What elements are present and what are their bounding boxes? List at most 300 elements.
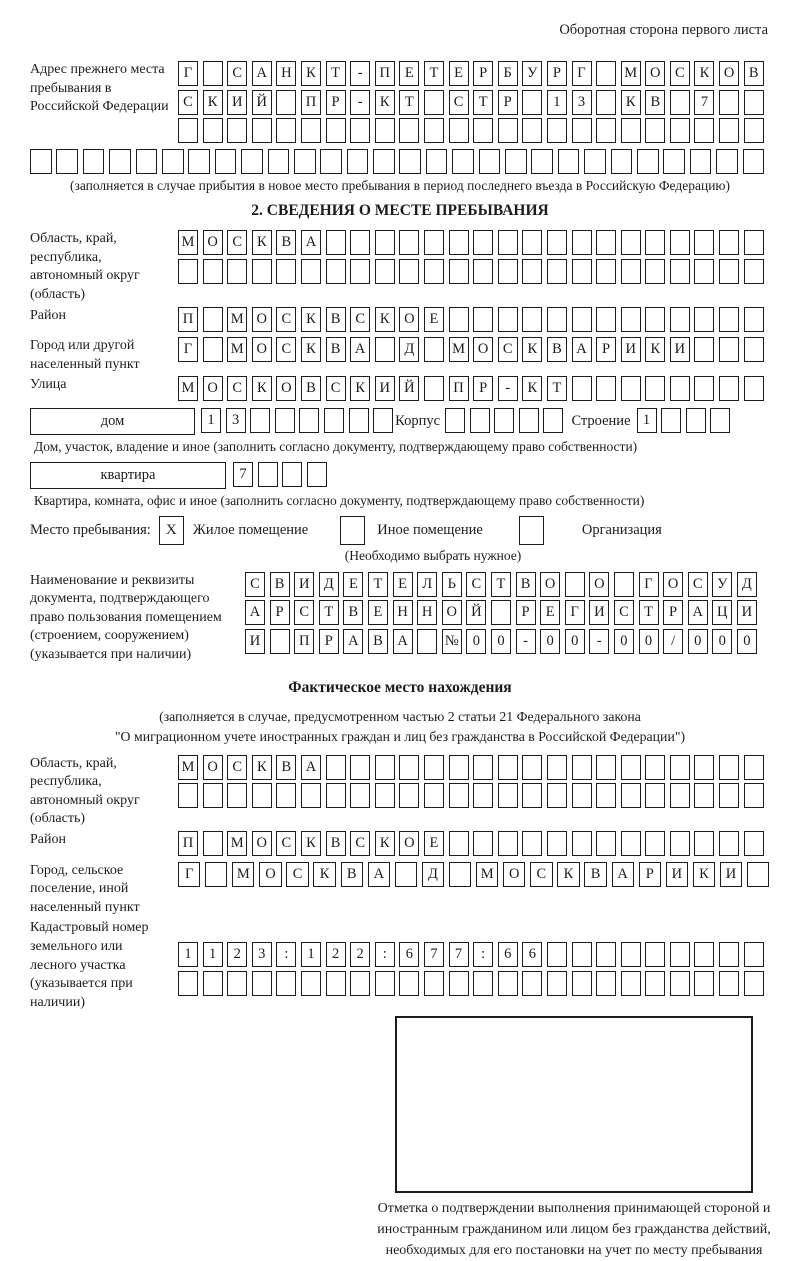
char-cell[interactable]: Е bbox=[540, 600, 560, 625]
char-cell[interactable]: О bbox=[259, 862, 281, 887]
char-cell[interactable] bbox=[178, 259, 198, 284]
char-cell[interactable] bbox=[543, 408, 563, 433]
char-cell[interactable] bbox=[547, 259, 567, 284]
char-cell[interactable] bbox=[227, 783, 247, 808]
char-cell[interactable] bbox=[473, 118, 493, 143]
char-cell[interactable] bbox=[276, 259, 296, 284]
char-cell[interactable] bbox=[395, 862, 417, 887]
char-cell[interactable] bbox=[572, 259, 592, 284]
char-cell[interactable] bbox=[743, 149, 765, 174]
char-cell[interactable]: И bbox=[666, 862, 688, 887]
char-cell[interactable]: Т bbox=[491, 572, 511, 597]
char-cell[interactable] bbox=[350, 783, 370, 808]
char-cell[interactable] bbox=[747, 862, 769, 887]
char-cell[interactable] bbox=[596, 90, 616, 115]
char-cell[interactable] bbox=[744, 755, 764, 780]
char-cell[interactable] bbox=[744, 307, 764, 332]
char-cell[interactable] bbox=[205, 862, 227, 887]
char-cell[interactable]: С bbox=[276, 831, 296, 856]
char-cell[interactable] bbox=[203, 971, 223, 996]
char-cell[interactable]: И bbox=[245, 629, 265, 654]
char-cell[interactable]: Ь bbox=[442, 572, 462, 597]
char-cell[interactable] bbox=[596, 942, 616, 967]
char-cell[interactable]: Р bbox=[596, 337, 616, 362]
char-cell[interactable] bbox=[299, 408, 319, 433]
char-cell[interactable] bbox=[203, 259, 223, 284]
char-cell[interactable] bbox=[498, 755, 518, 780]
char-cell[interactable] bbox=[83, 149, 105, 174]
char-cell[interactable] bbox=[522, 118, 542, 143]
char-cell[interactable]: 0 bbox=[639, 629, 659, 654]
char-cell[interactable]: 6 bbox=[498, 942, 518, 967]
char-cell[interactable]: 3 bbox=[252, 942, 272, 967]
char-cell[interactable] bbox=[241, 149, 263, 174]
char-cell[interactable] bbox=[547, 831, 567, 856]
char-cell[interactable] bbox=[473, 783, 493, 808]
char-cell[interactable]: Г bbox=[572, 61, 592, 86]
char-cell[interactable]: А bbox=[245, 600, 265, 625]
char-cell[interactable]: А bbox=[393, 629, 413, 654]
char-cell[interactable]: 6 bbox=[522, 942, 542, 967]
char-cell[interactable]: 6 bbox=[399, 942, 419, 967]
char-cell[interactable] bbox=[473, 831, 493, 856]
char-cell[interactable] bbox=[522, 307, 542, 332]
char-cell[interactable] bbox=[694, 783, 714, 808]
char-cell[interactable]: Е bbox=[368, 600, 388, 625]
char-cell[interactable]: И bbox=[294, 572, 314, 597]
char-cell[interactable] bbox=[449, 783, 469, 808]
char-cell[interactable] bbox=[596, 61, 616, 86]
char-cell[interactable] bbox=[596, 971, 616, 996]
char-cell[interactable] bbox=[522, 90, 542, 115]
char-cell[interactable] bbox=[188, 149, 210, 174]
char-cell[interactable]: : bbox=[375, 942, 395, 967]
char-cell[interactable]: 0 bbox=[540, 629, 560, 654]
char-cell[interactable]: 1 bbox=[301, 942, 321, 967]
char-cell[interactable] bbox=[424, 259, 444, 284]
char-cell[interactable] bbox=[694, 230, 714, 255]
char-cell[interactable]: Р bbox=[270, 600, 290, 625]
char-cell[interactable] bbox=[399, 118, 419, 143]
char-cell[interactable]: Д bbox=[399, 337, 419, 362]
char-cell[interactable] bbox=[275, 408, 295, 433]
char-cell[interactable]: М bbox=[178, 755, 198, 780]
char-cell[interactable]: К bbox=[252, 376, 272, 401]
char-cell[interactable]: К bbox=[252, 230, 272, 255]
char-cell[interactable] bbox=[326, 259, 346, 284]
checkbox-organization[interactable] bbox=[519, 516, 544, 545]
char-cell[interactable]: К bbox=[252, 755, 272, 780]
char-cell[interactable]: К bbox=[375, 90, 395, 115]
char-cell[interactable]: С bbox=[670, 61, 690, 86]
char-cell[interactable]: А bbox=[301, 755, 321, 780]
char-cell[interactable] bbox=[663, 149, 685, 174]
char-cell[interactable]: Н bbox=[417, 600, 437, 625]
char-cell[interactable] bbox=[227, 971, 247, 996]
char-cell[interactable]: О bbox=[203, 376, 223, 401]
char-cell[interactable]: К bbox=[203, 90, 223, 115]
char-cell[interactable]: № bbox=[442, 629, 462, 654]
char-cell[interactable] bbox=[572, 783, 592, 808]
char-cell[interactable]: С bbox=[227, 376, 247, 401]
char-cell[interactable] bbox=[694, 307, 714, 332]
char-cell[interactable] bbox=[252, 118, 272, 143]
char-cell[interactable] bbox=[424, 337, 444, 362]
char-cell[interactable]: В bbox=[584, 862, 606, 887]
char-cell[interactable] bbox=[498, 307, 518, 332]
char-cell[interactable]: - bbox=[350, 61, 370, 86]
char-cell[interactable] bbox=[719, 831, 739, 856]
char-cell[interactable]: И bbox=[589, 600, 609, 625]
char-cell[interactable]: 3 bbox=[572, 90, 592, 115]
char-cell[interactable]: 3 bbox=[226, 408, 246, 433]
char-cell[interactable]: - bbox=[516, 629, 536, 654]
char-cell[interactable] bbox=[301, 118, 321, 143]
char-cell[interactable]: Н bbox=[276, 61, 296, 86]
char-cell[interactable] bbox=[719, 307, 739, 332]
char-cell[interactable] bbox=[473, 259, 493, 284]
char-cell[interactable] bbox=[449, 230, 469, 255]
char-cell[interactable] bbox=[350, 230, 370, 255]
char-cell[interactable]: В bbox=[301, 376, 321, 401]
char-cell[interactable]: К bbox=[375, 307, 395, 332]
char-cell[interactable] bbox=[347, 149, 369, 174]
char-cell[interactable] bbox=[670, 259, 690, 284]
char-cell[interactable]: Д bbox=[319, 572, 339, 597]
char-cell[interactable] bbox=[572, 755, 592, 780]
char-cell[interactable] bbox=[375, 259, 395, 284]
char-cell[interactable] bbox=[694, 755, 714, 780]
char-cell[interactable] bbox=[719, 118, 739, 143]
char-cell[interactable] bbox=[522, 971, 542, 996]
char-cell[interactable] bbox=[498, 118, 518, 143]
char-cell[interactable]: А bbox=[612, 862, 634, 887]
char-cell[interactable]: П bbox=[301, 90, 321, 115]
char-cell[interactable] bbox=[710, 408, 730, 433]
char-cell[interactable]: О bbox=[203, 755, 223, 780]
char-cell[interactable]: А bbox=[350, 337, 370, 362]
char-cell[interactable]: П bbox=[375, 61, 395, 86]
char-cell[interactable]: М bbox=[178, 376, 198, 401]
char-cell[interactable] bbox=[424, 118, 444, 143]
char-cell[interactable]: А bbox=[572, 337, 592, 362]
char-cell[interactable] bbox=[547, 307, 567, 332]
char-cell[interactable]: Д bbox=[737, 572, 757, 597]
char-cell[interactable] bbox=[424, 755, 444, 780]
char-cell[interactable] bbox=[375, 337, 395, 362]
char-cell[interactable]: К bbox=[301, 307, 321, 332]
char-cell[interactable] bbox=[498, 831, 518, 856]
char-cell[interactable] bbox=[424, 90, 444, 115]
char-cell[interactable] bbox=[375, 118, 395, 143]
char-cell[interactable] bbox=[670, 90, 690, 115]
char-cell[interactable] bbox=[473, 307, 493, 332]
char-cell[interactable]: С bbox=[227, 230, 247, 255]
char-cell[interactable] bbox=[449, 307, 469, 332]
char-cell[interactable]: Т bbox=[639, 600, 659, 625]
char-cell[interactable] bbox=[350, 755, 370, 780]
char-cell[interactable] bbox=[350, 259, 370, 284]
char-cell[interactable] bbox=[547, 118, 567, 143]
char-cell[interactable]: Т bbox=[424, 61, 444, 86]
char-cell[interactable] bbox=[109, 149, 131, 174]
char-cell[interactable] bbox=[572, 942, 592, 967]
char-cell[interactable] bbox=[162, 149, 184, 174]
char-cell[interactable]: А bbox=[301, 230, 321, 255]
char-cell[interactable] bbox=[572, 376, 592, 401]
char-cell[interactable]: С bbox=[227, 755, 247, 780]
checkbox-other-premises[interactable] bbox=[340, 516, 365, 545]
char-cell[interactable]: 0 bbox=[737, 629, 757, 654]
char-cell[interactable]: Р bbox=[516, 600, 536, 625]
char-cell[interactable]: Т bbox=[368, 572, 388, 597]
char-cell[interactable]: П bbox=[449, 376, 469, 401]
char-cell[interactable] bbox=[621, 971, 641, 996]
char-cell[interactable]: - bbox=[498, 376, 518, 401]
char-cell[interactable]: 1 bbox=[203, 942, 223, 967]
char-cell[interactable] bbox=[276, 90, 296, 115]
char-cell[interactable]: Й bbox=[399, 376, 419, 401]
char-cell[interactable] bbox=[572, 971, 592, 996]
char-cell[interactable]: М bbox=[449, 337, 469, 362]
char-cell[interactable] bbox=[694, 259, 714, 284]
char-cell[interactable] bbox=[424, 230, 444, 255]
char-cell[interactable] bbox=[744, 337, 764, 362]
char-cell[interactable] bbox=[690, 149, 712, 174]
char-cell[interactable]: Е bbox=[343, 572, 363, 597]
char-cell[interactable] bbox=[670, 755, 690, 780]
char-cell[interactable] bbox=[596, 118, 616, 143]
char-cell[interactable] bbox=[449, 755, 469, 780]
char-cell[interactable] bbox=[399, 783, 419, 808]
char-cell[interactable] bbox=[716, 149, 738, 174]
char-cell[interactable] bbox=[252, 259, 272, 284]
char-cell[interactable] bbox=[596, 307, 616, 332]
char-cell[interactable] bbox=[178, 118, 198, 143]
char-cell[interactable] bbox=[611, 149, 633, 174]
char-cell[interactable] bbox=[719, 230, 739, 255]
char-cell[interactable] bbox=[373, 408, 393, 433]
char-cell[interactable]: Г bbox=[178, 862, 200, 887]
char-cell[interactable] bbox=[375, 971, 395, 996]
char-cell[interactable]: Б bbox=[498, 61, 518, 86]
char-cell[interactable]: Е bbox=[424, 831, 444, 856]
char-cell[interactable]: О bbox=[399, 307, 419, 332]
char-cell[interactable] bbox=[399, 230, 419, 255]
char-cell[interactable]: Т bbox=[399, 90, 419, 115]
char-cell[interactable]: В bbox=[326, 831, 346, 856]
char-cell[interactable] bbox=[621, 376, 641, 401]
char-cell[interactable] bbox=[203, 61, 223, 86]
char-cell[interactable]: О bbox=[473, 337, 493, 362]
char-cell[interactable] bbox=[424, 971, 444, 996]
char-cell[interactable]: К bbox=[522, 376, 542, 401]
char-cell[interactable] bbox=[522, 755, 542, 780]
char-cell[interactable]: С bbox=[498, 337, 518, 362]
char-cell[interactable] bbox=[522, 783, 542, 808]
char-cell[interactable]: Т bbox=[319, 600, 339, 625]
char-cell[interactable] bbox=[614, 572, 634, 597]
char-cell[interactable] bbox=[326, 755, 346, 780]
char-cell[interactable] bbox=[350, 118, 370, 143]
char-cell[interactable]: Р bbox=[473, 61, 493, 86]
char-cell[interactable] bbox=[645, 118, 665, 143]
char-cell[interactable] bbox=[326, 783, 346, 808]
char-cell[interactable]: М bbox=[227, 337, 247, 362]
char-cell[interactable] bbox=[645, 307, 665, 332]
char-cell[interactable] bbox=[744, 376, 764, 401]
char-cell[interactable] bbox=[645, 971, 665, 996]
char-cell[interactable] bbox=[645, 230, 665, 255]
char-cell[interactable] bbox=[670, 230, 690, 255]
char-cell[interactable]: Д bbox=[422, 862, 444, 887]
char-cell[interactable] bbox=[572, 118, 592, 143]
char-cell[interactable] bbox=[178, 971, 198, 996]
char-cell[interactable] bbox=[670, 831, 690, 856]
char-cell[interactable]: А bbox=[368, 862, 390, 887]
char-cell[interactable] bbox=[449, 862, 471, 887]
char-cell[interactable] bbox=[596, 259, 616, 284]
char-cell[interactable] bbox=[719, 971, 739, 996]
char-cell[interactable] bbox=[203, 118, 223, 143]
char-cell[interactable]: Р bbox=[473, 376, 493, 401]
char-cell[interactable] bbox=[449, 971, 469, 996]
char-cell[interactable] bbox=[744, 942, 764, 967]
char-cell[interactable] bbox=[719, 783, 739, 808]
char-cell[interactable] bbox=[268, 149, 290, 174]
char-cell[interactable] bbox=[258, 462, 278, 487]
char-cell[interactable]: К bbox=[313, 862, 335, 887]
char-cell[interactable] bbox=[227, 118, 247, 143]
char-cell[interactable] bbox=[498, 783, 518, 808]
char-cell[interactable] bbox=[252, 783, 272, 808]
char-cell[interactable] bbox=[424, 376, 444, 401]
char-cell[interactable]: И bbox=[720, 862, 742, 887]
char-cell[interactable]: М bbox=[232, 862, 254, 887]
char-cell[interactable] bbox=[399, 755, 419, 780]
char-cell[interactable]: О bbox=[276, 376, 296, 401]
char-cell[interactable] bbox=[301, 971, 321, 996]
char-cell[interactable] bbox=[694, 831, 714, 856]
char-cell[interactable]: : bbox=[473, 942, 493, 967]
char-cell[interactable]: Г bbox=[178, 337, 198, 362]
char-cell[interactable] bbox=[694, 971, 714, 996]
char-cell[interactable]: С bbox=[614, 600, 634, 625]
char-cell[interactable]: В bbox=[326, 307, 346, 332]
char-cell[interactable]: И bbox=[375, 376, 395, 401]
char-cell[interactable]: И bbox=[737, 600, 757, 625]
char-cell[interactable] bbox=[136, 149, 158, 174]
char-cell[interactable] bbox=[498, 971, 518, 996]
char-cell[interactable]: И bbox=[621, 337, 641, 362]
char-cell[interactable]: В bbox=[326, 337, 346, 362]
char-cell[interactable] bbox=[301, 259, 321, 284]
char-cell[interactable]: Р bbox=[547, 61, 567, 86]
char-cell[interactable] bbox=[744, 259, 764, 284]
char-cell[interactable]: 0 bbox=[614, 629, 634, 654]
char-cell[interactable]: 0 bbox=[712, 629, 732, 654]
char-cell[interactable]: У bbox=[522, 61, 542, 86]
char-cell[interactable] bbox=[645, 376, 665, 401]
char-cell[interactable] bbox=[375, 755, 395, 780]
char-cell[interactable]: П bbox=[178, 307, 198, 332]
char-cell[interactable]: В bbox=[516, 572, 536, 597]
char-cell[interactable]: О bbox=[503, 862, 525, 887]
char-cell[interactable]: К bbox=[557, 862, 579, 887]
char-cell[interactable] bbox=[282, 462, 302, 487]
char-cell[interactable]: 0 bbox=[466, 629, 486, 654]
char-cell[interactable]: 1 bbox=[547, 90, 567, 115]
char-cell[interactable]: Г bbox=[178, 61, 198, 86]
char-cell[interactable] bbox=[670, 307, 690, 332]
char-cell[interactable] bbox=[294, 149, 316, 174]
char-cell[interactable]: С bbox=[286, 862, 308, 887]
char-cell[interactable] bbox=[519, 408, 539, 433]
char-cell[interactable]: 7 bbox=[449, 942, 469, 967]
char-cell[interactable] bbox=[661, 408, 681, 433]
char-cell[interactable]: 2 bbox=[227, 942, 247, 967]
char-cell[interactable]: О bbox=[252, 337, 272, 362]
char-cell[interactable] bbox=[375, 230, 395, 255]
char-cell[interactable] bbox=[276, 118, 296, 143]
char-cell[interactable] bbox=[522, 230, 542, 255]
char-cell[interactable] bbox=[399, 971, 419, 996]
char-cell[interactable] bbox=[719, 942, 739, 967]
char-cell[interactable] bbox=[203, 307, 223, 332]
char-cell[interactable]: Р bbox=[663, 600, 683, 625]
char-cell[interactable]: О bbox=[442, 600, 462, 625]
char-cell[interactable] bbox=[572, 230, 592, 255]
char-cell[interactable] bbox=[719, 90, 739, 115]
char-cell[interactable] bbox=[621, 831, 641, 856]
char-cell[interactable] bbox=[547, 230, 567, 255]
char-cell[interactable] bbox=[276, 783, 296, 808]
char-cell[interactable] bbox=[522, 831, 542, 856]
char-cell[interactable] bbox=[426, 149, 448, 174]
char-cell[interactable]: О bbox=[645, 61, 665, 86]
char-cell[interactable]: М bbox=[476, 862, 498, 887]
char-cell[interactable] bbox=[491, 600, 511, 625]
char-cell[interactable]: К bbox=[301, 337, 321, 362]
char-cell[interactable] bbox=[670, 376, 690, 401]
char-cell[interactable] bbox=[744, 783, 764, 808]
char-cell[interactable]: О bbox=[540, 572, 560, 597]
char-cell[interactable] bbox=[473, 230, 493, 255]
char-cell[interactable] bbox=[399, 149, 421, 174]
char-cell[interactable] bbox=[719, 376, 739, 401]
char-cell[interactable] bbox=[547, 783, 567, 808]
char-cell[interactable] bbox=[694, 118, 714, 143]
char-cell[interactable]: В bbox=[343, 600, 363, 625]
char-cell[interactable]: С bbox=[276, 337, 296, 362]
char-cell[interactable] bbox=[473, 971, 493, 996]
char-cell[interactable] bbox=[719, 755, 739, 780]
char-cell[interactable] bbox=[320, 149, 342, 174]
char-cell[interactable]: Е bbox=[399, 61, 419, 86]
char-cell[interactable]: 2 bbox=[350, 942, 370, 967]
char-cell[interactable] bbox=[621, 230, 641, 255]
char-cell[interactable]: А bbox=[252, 61, 272, 86]
char-cell[interactable] bbox=[449, 118, 469, 143]
char-cell[interactable]: В bbox=[645, 90, 665, 115]
char-cell[interactable]: 1 bbox=[201, 408, 221, 433]
char-cell[interactable]: Г bbox=[565, 600, 585, 625]
char-cell[interactable]: О bbox=[252, 307, 272, 332]
char-cell[interactable] bbox=[307, 462, 327, 487]
char-cell[interactable]: С bbox=[178, 90, 198, 115]
char-cell[interactable] bbox=[645, 755, 665, 780]
char-cell[interactable]: Р bbox=[498, 90, 518, 115]
